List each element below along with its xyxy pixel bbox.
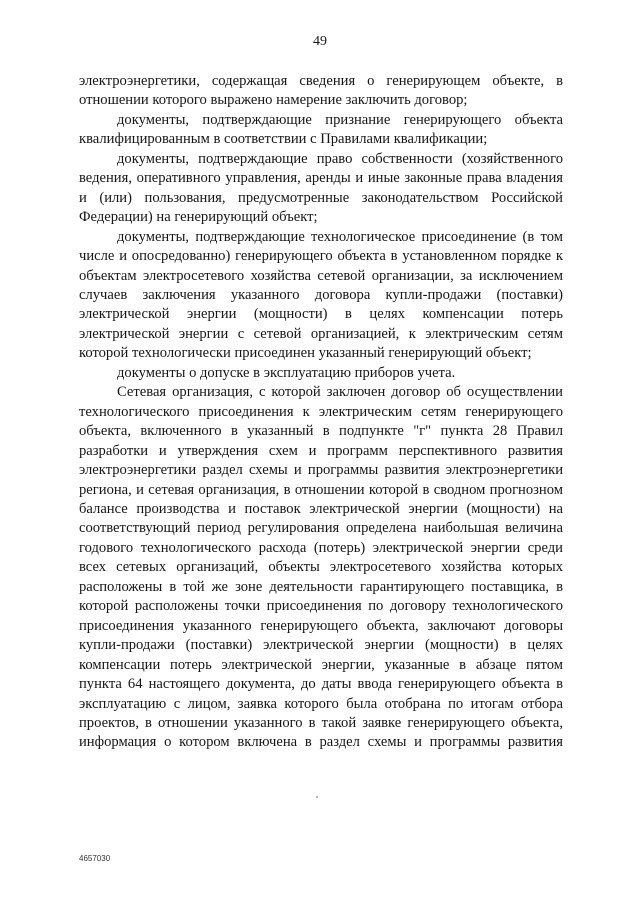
paragraph-connection-docs: документы, подтверждающие технологическое присоединение (в том числе и опосредованно) генерирующего объекта в установленном порядке к объектам электросетевого хозяйства сетевой организации, за исключением случаев заключения указанного договора купли-продажи (поставки) электрической энергии (мощности) в целях компенсации потерь электрической энергии с сетевой организацией, к электрическим сетям которой технологически присоединен указанный генерирующий объект;	[79, 228, 563, 362]
paragraph-ownership-docs: документы, подтверждающие право собственности (хозяйственного ведения, оперативного управления, аренды и иные законные права владения и (или) пользования, предусмотренные законодательством Российской Федерации) на генерирующий объект;	[79, 150, 563, 226]
paragraph-continuation: электроэнергетики, содержащая сведения о генерирующем объекте, в отношении которого выражено намерение заключить договор;	[79, 73, 563, 109]
body-text	[79, 72, 563, 753]
page-number: 49	[313, 34, 327, 49]
paragraph-qualification-docs: документы, подтверждающие признание генерирующего объекта квалифицированным в соответствии с Правилами квалификации;	[79, 111, 563, 148]
document-code: 4657030	[79, 854, 111, 863]
scan-artifact	[316, 796, 318, 798]
paragraph-metering-docs: документы о допуске в эксплуатацию приборов учета.	[117, 364, 456, 381]
paragraph-network-organization: Сетевая организация, с которой заключен договор об осуществлении технологического присоединения к электрическим сетям генерирующего объекта, включенного в указанный в подпункте "г" пункта 28 Правил разработки и утверждения схем и программ перспективного развития электроэнергетики раздел схемы и программы развития электроэнергетики региона, и сетевая организация, в отношении которой в сводном прогнозном балансе производства и поставок электрической энергии (мощности) на соответствующий период регулирования определена наибольшая величина годового технологического расхода (потерь) электрической энергии среди всех сетевых организаций, объекты электросетевого хозяйства которых расположены в той же зоне деятельности гарантирующего поставщика, в которой расположены точки присоединения по договору технологического присоединения указанного генерирующего объекта, заключают договоры купли-продажи (поставки) электрической энергии (мощности) в целях компенсации потерь электрической энергии, указанные в абзаце пятом пункта 64 настоящего документа, до даты ввода генерирующего объекта в эксплуатацию с лицом, заявка которого была отобрана по итогам отбора проектов, в отношении указанного в такой заявке генерирующего объекта, информация о котором включена в раздел схемы и программы развития	[79, 384, 563, 751]
